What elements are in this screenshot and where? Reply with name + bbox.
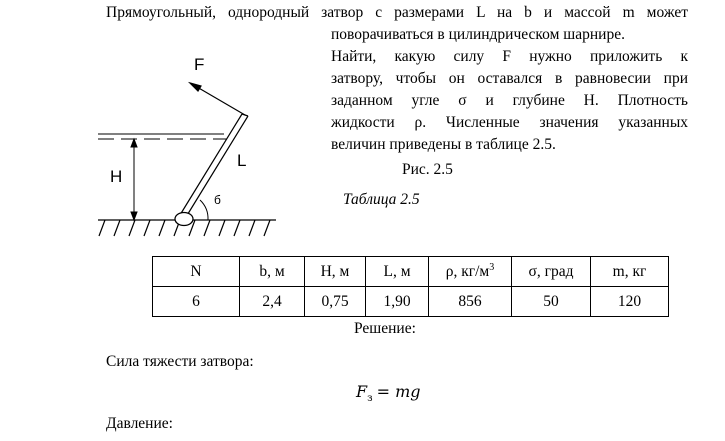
table-header-cell: N (153, 257, 240, 287)
length-label: L (237, 151, 247, 170)
problem-line-5: заданном угле σ и глубине H. Плотность (331, 92, 688, 109)
table-caption: Таблица 2.5 (343, 191, 420, 208)
table-cell: 120 (591, 287, 669, 317)
problem-line-3: Найти, какую силу F нужно приложить к (331, 48, 688, 65)
table-cell: 856 (429, 287, 512, 317)
table-cell: 6 (153, 287, 240, 317)
table-row (153, 287, 669, 317)
water-surface (98, 134, 227, 139)
gate-diagram (96, 40, 296, 245)
figure-caption: Рис. 2.5 (402, 161, 453, 178)
angle-label: б (214, 193, 221, 207)
table-header-row (153, 257, 669, 287)
depth-label: H (110, 167, 123, 186)
hinge (175, 213, 193, 226)
table-header-cell: σ, град (512, 257, 591, 287)
table-header-cell (429, 257, 512, 287)
table-header-cell: L, м (366, 257, 429, 287)
angle-arc (200, 200, 208, 220)
density-unit: ρ, кг/м (445, 263, 490, 281)
table-header-cell: H, м (305, 257, 366, 287)
density-exponent: 3 (489, 261, 495, 273)
table-cell: 1,90 (366, 287, 429, 317)
table-header-cell: m, кг (591, 257, 669, 287)
solution-heading: Решение: (354, 320, 416, 337)
pressure-label: Давление: (106, 415, 173, 432)
table-cell: 2,4 (240, 287, 305, 317)
table-header-cell: b, м (240, 257, 305, 287)
gravity-formula (356, 382, 420, 404)
problem-line-7: величин приведены в таблице 2.5. (331, 136, 556, 153)
table-cell: 0,75 (305, 287, 366, 317)
formula-subscript: з (367, 393, 373, 405)
depth-dimension (131, 139, 137, 220)
formula-lhs: F (356, 382, 368, 401)
problem-line-2: поворачиваться в цилиндрическом шарнире. (331, 26, 625, 43)
force-arrow (190, 83, 245, 115)
gravity-label: Сила тяжести затвора: (106, 353, 254, 370)
table-cell: 50 (512, 287, 591, 317)
parameters-table (152, 256, 669, 317)
problem-line-1: Прямоугольный, однородный затвор с размерами L на b и массой m может (106, 4, 688, 21)
problem-line-4: затвору, чтобы он оставался в равновесии при (331, 70, 688, 87)
problem-line-6: жидкости ρ. Численные значения указанных (331, 114, 688, 131)
formula-rhs: = mg (376, 382, 421, 401)
force-label: F (194, 55, 205, 74)
